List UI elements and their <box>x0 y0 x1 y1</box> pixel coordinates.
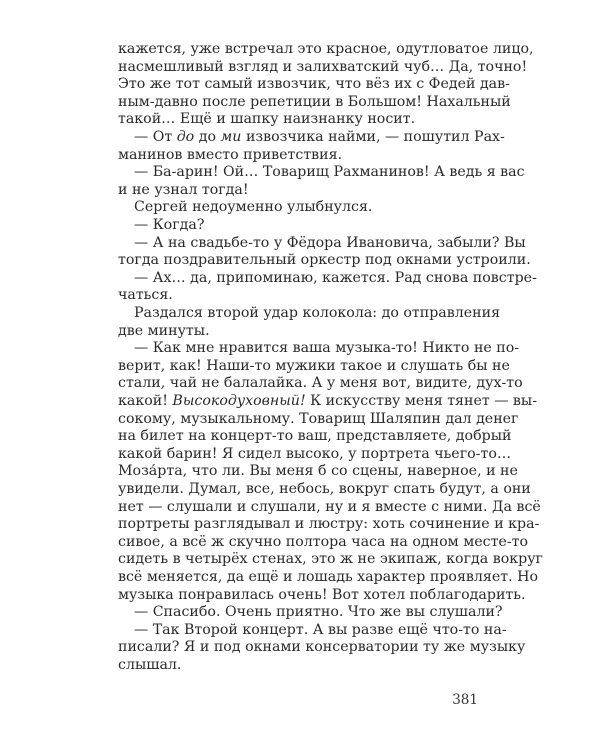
text-line: такой… Ещё и шапку наизнанку носит. <box>118 111 416 128</box>
text-line: манинов вместо приветствия. <box>118 146 343 163</box>
text-line: — Спасибо. Очень приятно. Что же вы слушали? <box>134 604 503 621</box>
text-line: какой барин! Я сидел высоко, у портрета чьего-то… <box>118 445 512 462</box>
text-line: — А на свадьбе-то у Фёдора Ивановича, забыли? Вы <box>134 234 526 251</box>
line-fragment: до <box>194 129 221 145</box>
text-line: верит, как! Наши-то мужики такое и слушать бы не <box>118 357 510 374</box>
line-fragment: извозчика найми, — пошутил Рах- <box>241 129 505 145</box>
text-line: Моза́рта, что ли. Вы меня б со сцены, наверное, и не <box>118 463 518 480</box>
text-line: слышал. <box>118 657 182 673</box>
page-number: 381 <box>452 692 478 708</box>
text-line: увидели. Думал, все, небось, вокруг спать будут, а они <box>118 481 531 497</box>
line-fragment: К искусству меня тянет — вы- <box>305 393 537 409</box>
text-line: — Так Второй концерт. А вы разве ещё что-то на- <box>134 621 507 638</box>
italic-fragment: ми <box>220 129 242 145</box>
text-line <box>118 393 537 411</box>
text-line: на билет на концерт-то ваш, представляете, добрый <box>118 428 512 445</box>
text-line: писали? Я и под окнами консерватории ту же музыку <box>118 639 526 656</box>
italic-fragment: до <box>176 129 195 145</box>
text-line <box>134 129 505 147</box>
text-line: ным-давно после репетиции в Большом! Нахальный <box>118 93 511 110</box>
text-line: — Когда? <box>134 217 205 233</box>
text-line: сидеть в четырёх стенах, это ж не экипаж, когда вокруг <box>118 551 543 568</box>
line-fragment: какой! <box>118 393 173 409</box>
text-line: портреты разглядывал и люстру: хоть сочинение и кра- <box>118 516 540 533</box>
text-line: насмешливый взгляд и залихватский чуб… Да, точно! <box>118 58 528 75</box>
text-line: две минуты. <box>118 322 210 339</box>
italic-fragment: Высокодуховный! <box>172 393 306 409</box>
text-line: и не узнал тогда! <box>118 181 249 198</box>
text-line: — Ба-арин! Ой… Товарищ Рахманинов! А ведь я вас <box>134 164 525 181</box>
text-line: всё меняется, да ещё и лошадь характер проявляет. Но <box>118 569 539 585</box>
text-line: чаться. <box>118 287 173 304</box>
text-line: сокому, музыкальному. Товарищ Шаляпин дал денег <box>118 410 519 427</box>
text-line: сивое, а всё ж скучно полтора часа на одном месте-то <box>118 533 529 550</box>
text-line: Сергей недоуменно улыбнулся. <box>134 199 373 216</box>
text-line: музыка понравилась очень! Вот хотел поблагодарить. <box>118 586 526 603</box>
text-line: Раздался второй удар колокола: до отправления <box>134 305 501 321</box>
text-line: тогда поздравительный оркестр под окнами устроили. <box>118 252 531 269</box>
line-fragment: — От <box>134 129 177 145</box>
text-line: кажется, уже встречал это красное, одутловатое лицо, <box>118 41 534 57</box>
text-line: — Ах… да, припоминаю, кажется. Рад снова повстре- <box>134 269 537 286</box>
text-line: нет — слушали и слушали, ну и я вместе с ними. Да всё <box>118 498 541 515</box>
text-line: стали, чай не балалайка. А у меня вот, видите, дух-то <box>118 375 523 392</box>
text-line: — Как мне нравится ваша музыка-то! Никто не по- <box>134 340 520 357</box>
text-line: Это же тот самый извозчик, что вёз их с Федей дав- <box>118 76 510 93</box>
